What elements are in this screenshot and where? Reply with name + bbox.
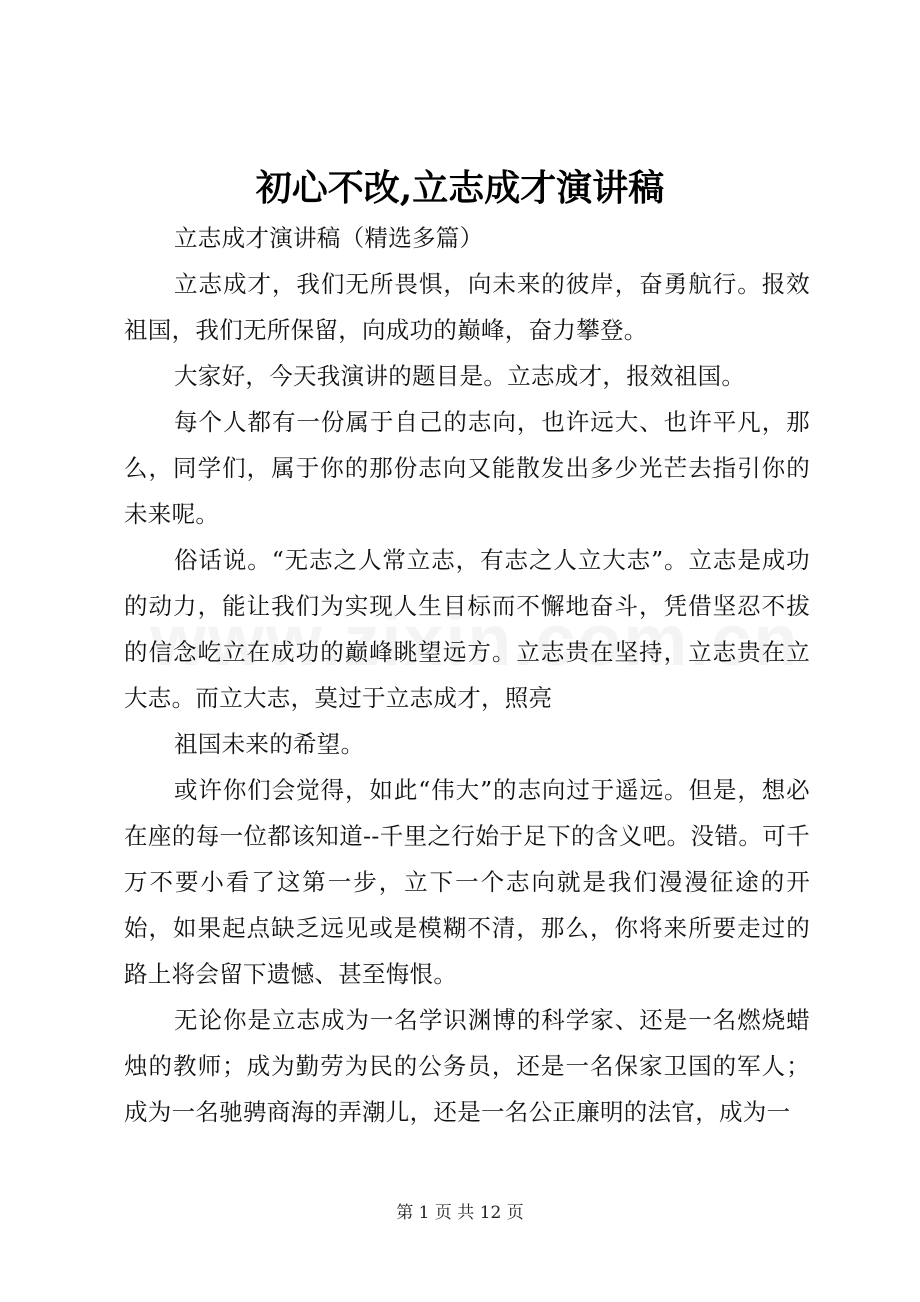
document-title: 初心不改,立志成才演讲稿 bbox=[255, 167, 665, 209]
paragraph: 祖国未来的希望。 bbox=[174, 730, 365, 758]
paragraph: 或许你们会觉得，如此“伟大”的志向过于遥远。但是，想必在座的每一位都该知道--千里之行始于足下的含义吧。没错。可千万不要小看了这第一步，立下一个志向就是我们漫漫征途的开始，如果起点缺乏远见或是模糊不清，那么，你将来所要走过的路上将会留下遗憾、甚至悔恨。 bbox=[124, 776, 810, 988]
paragraph-subtitle: 立志成才演讲稿（精选多篇） bbox=[174, 224, 484, 252]
paragraph: 每个人都有一份属于自己的志向，也许远大、也许平凡，那么，同学们，属于你的那份志向又能散发出多少光芒去指引你的未来呢。 bbox=[124, 408, 810, 528]
page-footer: 第 1 页 共 12 页 bbox=[396, 1203, 524, 1223]
paragraph: 俗话说。“无志之人常立志，有志之人立大志”。立志是成功的动力，能让我们为实现人生目标而不懈地奋斗，凭借坚忍不拔的信念屹立在成功的巅峰眺望远方。立志贵在坚持，立志贵在立大志。而立大志，莫过于立志成才，照亮 bbox=[124, 546, 810, 712]
paragraph: 立志成才，我们无所畏惧，向未来的彼岸，奋勇航行。报效祖国，我们无所保留，向成功的巅峰，奋力攀登。 bbox=[124, 270, 810, 344]
document-body bbox=[124, 215, 810, 1135]
paragraph: 无论你是立志成为一名学识渊博的科学家、还是一名燃烧蜡烛的教师；成为勤劳为民的公务员，还是一名保家卫国的军人；成为一名驰骋商海的弄潮儿，还是一名公正廉明的法官，成为一 bbox=[124, 1006, 810, 1126]
paragraph: 大家好，今天我演讲的题目是。立志成才，报效祖国。 bbox=[174, 362, 746, 390]
